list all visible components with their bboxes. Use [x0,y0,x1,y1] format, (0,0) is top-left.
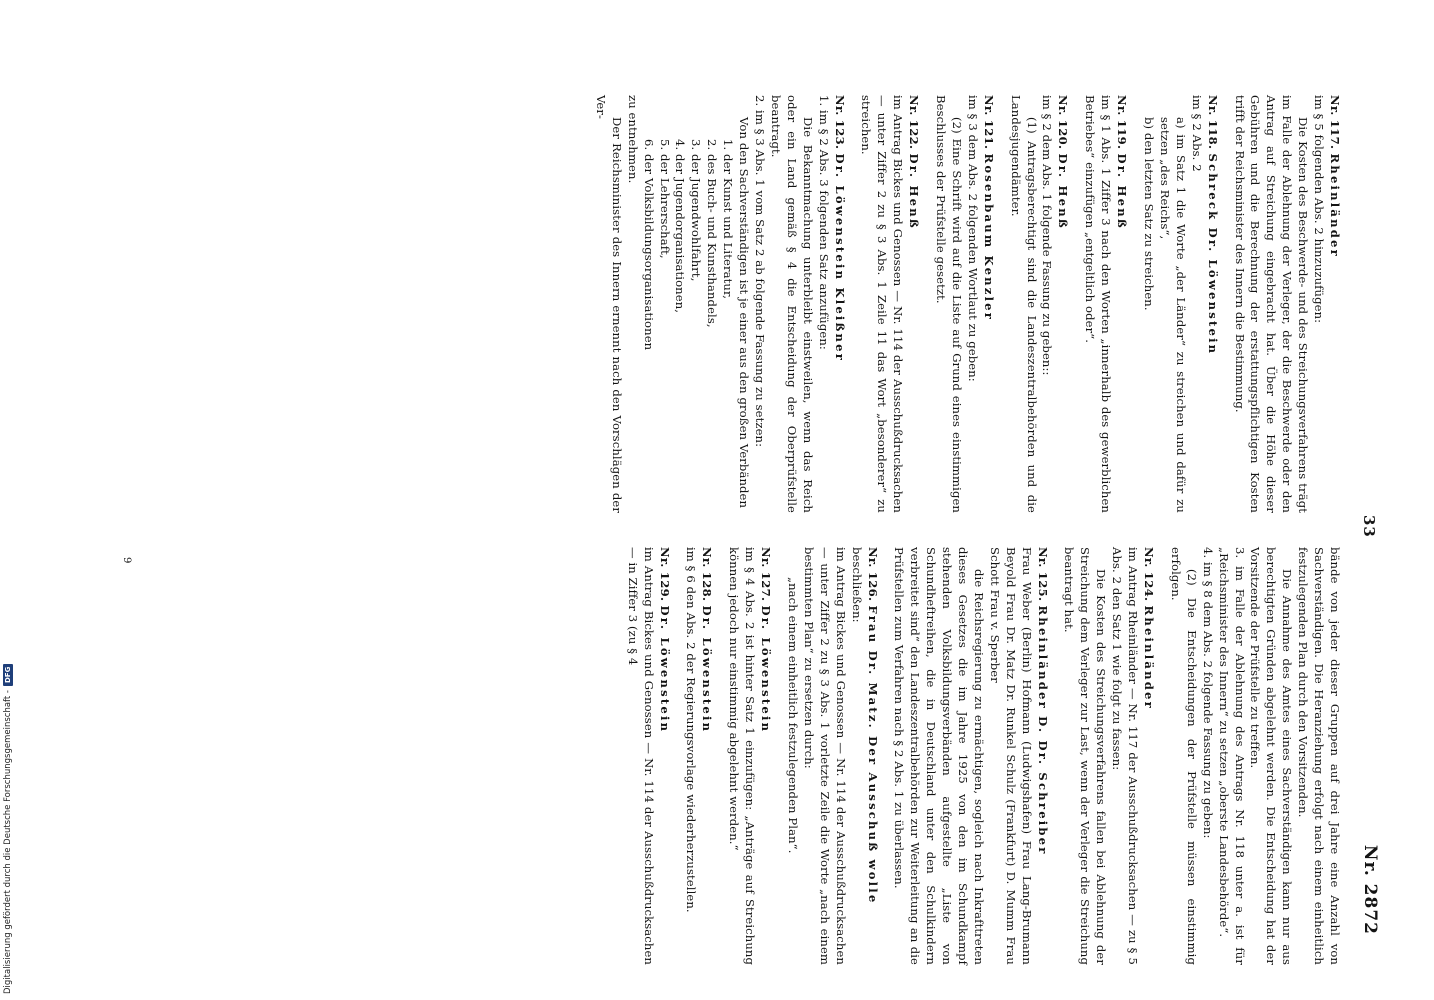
motion-text: 4. im § 8 dem Abs. 2 folgende Fassung zu geben: [1200,547,1215,839]
motion-number: Nr. 118. [1205,95,1220,150]
motion-authors: Dr. Henß [1115,153,1130,230]
left-column [581,95,1342,513]
motion-number: Nr. 121. [981,95,996,150]
right-column [613,547,1342,965]
motion-entry [932,95,996,513]
motion-authors: Rheinländer [1142,605,1157,710]
motion-number: Nr. 125. [1035,547,1050,602]
motion-authors: Rosenbaum Kenzler [981,153,996,322]
motion-text: zu entnehmen. [625,95,640,184]
motion-entry [592,95,847,513]
motion-text: a) im Satz 1 die Worte „der Länder“ zu streichen und dafür zu setzen „des Reichs“, [1157,117,1188,513]
motion-text: 2. im § 3 Abs. 1 vom Satz 2 ab folgende Fassung zu setzen: [753,95,767,448]
motion-heading [1140,547,1156,965]
motion-text: (1) Antragsberechtigt sind die Landeszentralbehörden und die Landesjugendämter. [1008,95,1039,513]
motion-text: Die Kosten des Streichungsverfahrens fallen bei Ablehnung der Streichung dem Verleger zur Last, wenn der Verleger die Streichung beantragt hat. [1062,547,1109,965]
motion-text: „nach einem einheitlich festzulegenden Plan“. [786,577,800,854]
motion-heading [905,95,921,513]
motion-text: im § 1 Abs. 1 Ziffer 3 nach den Worten „innerhalb des gewerblichen Betriebes“ einzufügen „entgeltlich oder“. [1083,95,1114,513]
motion-authors: Dr. Löwenstein [700,605,715,734]
motion-heading [656,547,672,965]
page-header [1350,95,1380,975]
motion-text: Die Kosten des Beschwerde- und des Streichungsverfahrens trägt im Falle der Ablehnung der Verleger, der die Beschwerde oder den Antrag auf Streichung eingebracht hat. Über die Höhe dieser Gebühren und die Berechnung der erstattungspflichtigen Kosten trifft der Reichsminister des Innern die Bestimmung. [1232,95,1311,513]
motion-text: (2) Eine Schrift wird auf die Liste auf Grund eines einstimmigen Beschlusses der Prüfstelle gesetzt. [934,95,964,513]
motion-text: bände von jeder dieser Gruppen auf drei Jahre eine Anzahl von Sachverständigen. Die Heranziehung erfolgt nach einem einheitlich festzulegenden Plan durch den Vorsitzenden. [1296,547,1342,965]
motion-text: 4. der Jugendorganisationen, [673,139,688,314]
page-number: 33 [1360,515,1378,538]
motion-text: 2. des Buch- und Kunsthandels, [705,139,720,328]
motion-text: 5. der Lehrerschaft, [657,139,672,259]
motion-authors: Dr. Henß [907,153,922,230]
motion-heading [831,95,847,513]
motion-entry [858,95,922,513]
motion-number: Nr. 126. [865,547,880,602]
motion-authors: Rheinländer [1328,153,1342,258]
motion-heading [1113,95,1129,513]
dfg-logo-icon: DFG [3,664,13,686]
motion-authors: Frau Dr. Matz. Der Ausschuß wolle [865,605,880,905]
motion-heading [864,547,880,965]
motion-text: im § 4 Abs. 2 ist hinter Satz 1 einzufügen: „Anträge auf Streichung können jedoch nur einstimmig abgelehnt werden.“ [727,547,758,965]
motion-text: beschließen: [849,547,864,623]
motion-heading [1204,95,1220,513]
motion-authors: Dr. Henß [1056,153,1071,230]
motion-text: Der Reichsminister des Innern ernennt nach den Vorschlägen der Ver- [593,95,624,513]
motion-text: im Antrag Bickes und Genossen — Nr. 114 der Ausschußdrucksachen — in Ziffer 3 (zu § 4 [625,547,656,965]
motion-text: im Antrag Bickes und Genossen — Nr. 114 der Ausschußdrucksachen — unter Ziffer 2 zu § 3 Abs. 1 vorletzte Zeile die Worte „nach einem bestimmten Plan“ zu ersetzen durch: [801,547,848,965]
digitization-credit [3,664,13,994]
motion-number: Nr. 124. [1142,547,1157,602]
motion-number: Nr. 122. [907,95,922,150]
motion-entry [725,547,773,965]
motion-heading [1055,95,1071,513]
motion-authors: Dr. Löwenstein [657,605,672,734]
motion-heading [698,547,714,965]
motion-entry [1061,547,1156,965]
motion-entry [683,547,715,965]
drucksache-number: Nr. 2872 [1360,844,1380,935]
motion-authors: Rheinländer D. Dr. Schreiber [1035,605,1050,856]
motion-entry [891,547,1050,965]
motion-number: Nr. 129. [657,547,672,602]
motion-text: (2) Die Entscheidungen der Prüfstelle müssen einstimmig erfolgen. [1168,547,1199,965]
motion-entry [1231,95,1342,513]
motion-entry [784,547,879,965]
motion-number: Nr. 123. [832,95,847,150]
motion-heading [980,95,996,513]
motion-authors: Dr. Löwenstein Kleißner [832,153,847,363]
motion-entry [624,547,672,965]
motion-authors: Schreck Dr. Löwenstein [1205,153,1220,356]
motion-number: Nr. 120. [1056,95,1071,150]
motion-text: im § 2 Abs. 2 [1189,95,1204,172]
motion-text: 1. im § 2 Abs. 3 folgenden Satz anzufügen: [816,95,831,350]
motion-entry [1081,95,1129,513]
motion-text: Die Annahme des Amtes eines Sachverständigen kann nur aus berechtigten Gründen abgelehnt werden. Die Entscheidung hat der Vorsitzende der Prüfstelle zu treffen. [1248,547,1295,965]
motion-number: Nr. 119. [1115,95,1130,150]
footer-page-mark: 9 [121,557,132,564]
motion-number: Nr. 128. [700,547,715,602]
motion-text: im Antrag Bickes und Genossen — Nr. 114 der Ausschußdrucksachen — unter Ziffer 2 zu § 3 Abs. 1 Zeile 11 das Wort „besonderer“ zu streichen. [859,95,906,513]
motion-number: Nr. 127. [759,547,774,602]
motion-entry [1167,547,1342,965]
motion-text: 3. der Jugendwohlfahrt, [689,139,704,282]
motion-text: Von den Sachverständigen ist je einer aus den großen Verbänden [737,117,752,509]
motion-text: 3. im Falle der Ablehnung des Antrags Nr. 118 unter a. ist für „Reichsminister des Innern“ zu setzen „oberste Landesbehörde“. [1216,547,1247,965]
motion-text: im § 2 dem Abs. 1 folgende Fassung zu geben:: [1040,95,1055,376]
document-page [120,95,1380,975]
motion-text: im § 6 den Abs. 2 der Regierungsvorlage wiederherzustellen. [684,547,699,913]
motion-text: im § 3 dem Abs. 2 folgenden Wortlaut zu geben: [965,95,980,382]
motion-text: 6. der Volksbildungsorganisationen [641,139,656,351]
motion-heading [1034,547,1050,965]
motion-text: im Antrag Rheinländer — Nr. 117 der Ausschußdrucksachen — zu § 5 Abs. 2 den Satz 1 wie folgt zu fassen: [1110,547,1141,965]
motion-entry [1140,95,1220,513]
motion-heading [757,547,773,965]
motion-text: 1. der Kunst und Literatur, [721,139,736,300]
motion-text: Die Bekanntmachung unterbleibt einstweilen, wenn das Reich oder ein Land gemäß § 4 die Entscheidung der Oberprüfstelle beantragt. [768,95,815,513]
credit-text: Digitalisierung gefördert durch die Deutsche Forschungsgemeinschaft - [3,690,13,994]
motion-text: b) den letzten Satz zu streichen. [1142,117,1157,311]
motion-authors: Dr. Löwenstein [759,605,774,734]
motion-heading [1326,95,1342,513]
motion-entry [1007,95,1071,513]
motion-text: Frau Weber (Berlin) Hofmann (Ludwigshafen) Frau Lang-Brumann Beyold Frau Dr. Matz Dr. Runkel Schulz (Frankfurt) D. Mumm Frau Schott Frau v. Sperber [987,547,1034,965]
motion-number: Nr. 117. [1328,95,1342,150]
motion-text: die Reichsregierung zu ermächtigen, sogleich nach Inkrafttreten dieses Gesetzes die im Jahre 1925 von den im Schundkampf stehenden Volksbildungsverbänden aufgestellte „Liste von Schundheftreihen, die in Deutschland unter den Schulkindern verbreitet sind“ den Landeszentralbehörden zur Weiterleitung an die Prüfstellen zum Verfahren nach § 2 Abs. 1 zu überlassen. [892,547,986,965]
motion-text: im § 5 folgenden Abs. 2 hinzuzufügen: [1312,95,1327,324]
